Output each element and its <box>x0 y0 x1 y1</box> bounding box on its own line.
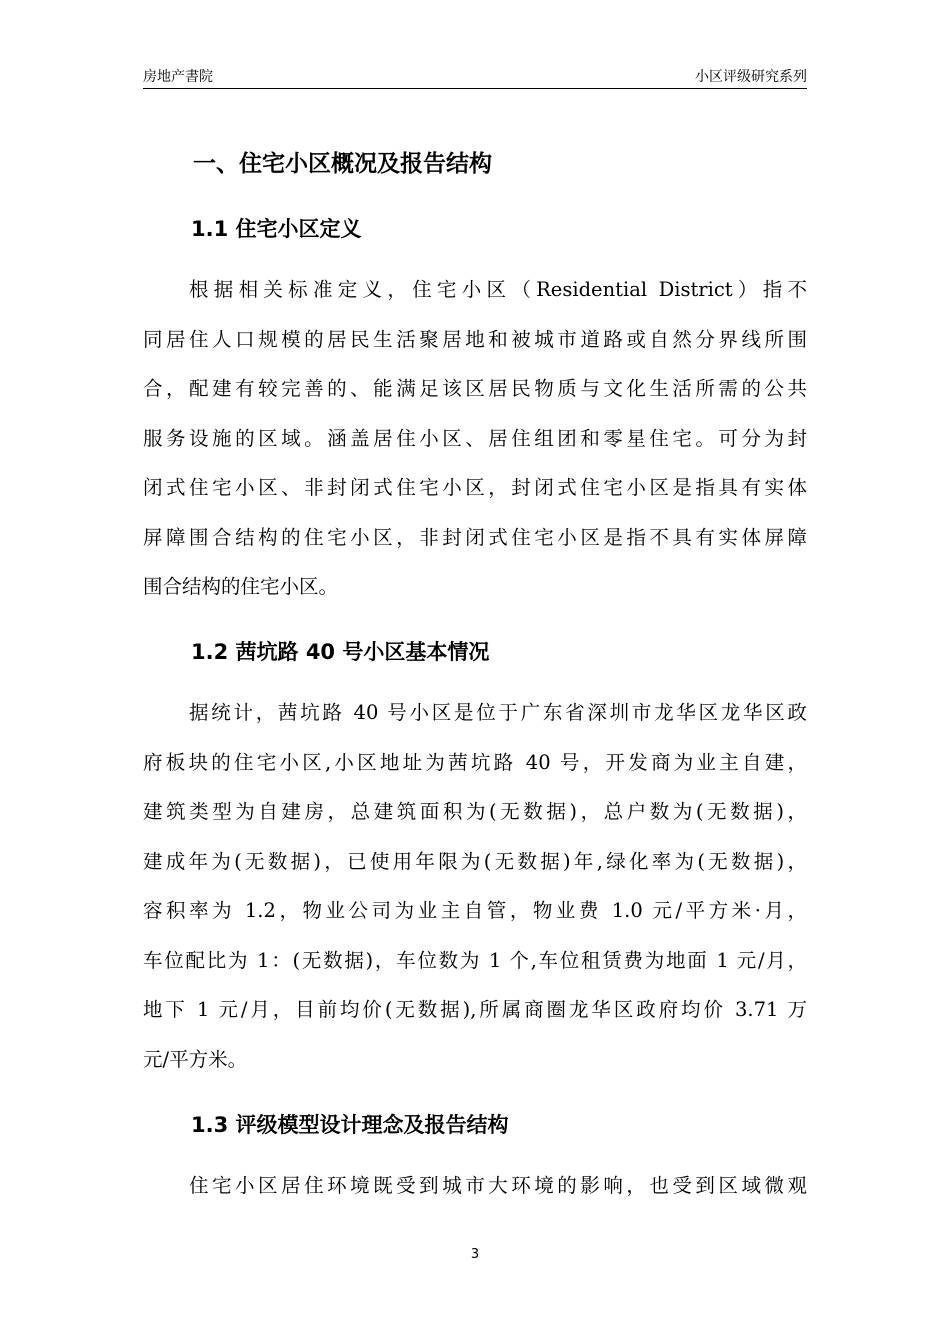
header-right-text: 小区评级研究系列 <box>695 69 807 85</box>
paragraph-line: 住宅小区居住环境既受到城市大环境的影响，也受到区域微观 <box>189 1174 807 1197</box>
page-number: 3 <box>470 1247 480 1262</box>
paragraph-line: 府板块的住宅小区,小区地址为茜坑路 40 号，开发商为业主自建， <box>143 750 807 774</box>
paragraph-line: 建筑类型为自建房，总建筑面积为(无数据)，总户数为(无数据)， <box>143 800 807 823</box>
paragraph-line: 根据相关标准定义，住宅小区（Residential District）指不 <box>189 278 807 301</box>
paragraph-line: 建成年为(无数据)，已使用年限为(无数据)年,绿化率为(无数据)， <box>143 849 807 873</box>
section-heading-1-3: 1.3 评级模型设计理念及报告结构 <box>191 1113 509 1137</box>
paragraph-line: 围合结构的住宅小区。 <box>143 575 339 598</box>
paragraph-line: 屏障围合结构的住宅小区，非封闭式住宅小区是指不具有实体屏障 <box>143 525 807 549</box>
section-heading-1-1: 1.1 住宅小区定义 <box>191 217 362 241</box>
paragraph-model-design <box>143 1161 807 1211</box>
paragraph-definition <box>143 265 807 612</box>
paragraph-line: 容积率为 1.2，物业公司为业主自管，物业费 1.0 元/平方米·月， <box>143 899 807 922</box>
paragraph-line: 地下 1 元/月，目前均价(无数据),所属商圈龙华区政府均价 3.71 万 <box>143 998 807 1021</box>
paragraph-line: 服务设施的区域。涵盖居住小区、居住组团和零星住宅。可分为封 <box>143 426 807 450</box>
paragraph-line: 车位配比为 1：(无数据)，车位数为 1 个,车位租赁费为地面 1 元/月， <box>143 948 807 972</box>
page-header <box>143 66 807 89</box>
paragraph-basic-info <box>143 688 807 1084</box>
header-left-text: 房地产書院 <box>143 69 213 85</box>
paragraph-line: 合，配建有较完善的、能满足该区居民物质与文化生活所需的公共 <box>143 377 807 400</box>
paragraph-line: 据统计，茜坑路 40 号小区是位于广东省深圳市龙华区龙华区政 <box>189 701 807 724</box>
chapter-heading: 一、住宅小区概况及报告结构 <box>193 151 492 177</box>
paragraph-line: 元/平方米。 <box>143 1047 248 1071</box>
paragraph-line: 闭式住宅小区、非封闭式住宅小区，封闭式住宅小区是指具有实体 <box>143 476 807 499</box>
section-heading-1-2: 1.2 茜坑路 40 号小区基本情况 <box>191 640 490 664</box>
paragraph-line: 同居住人口规模的居民生活聚居地和被城市道路或自然分界线所围 <box>143 327 807 351</box>
